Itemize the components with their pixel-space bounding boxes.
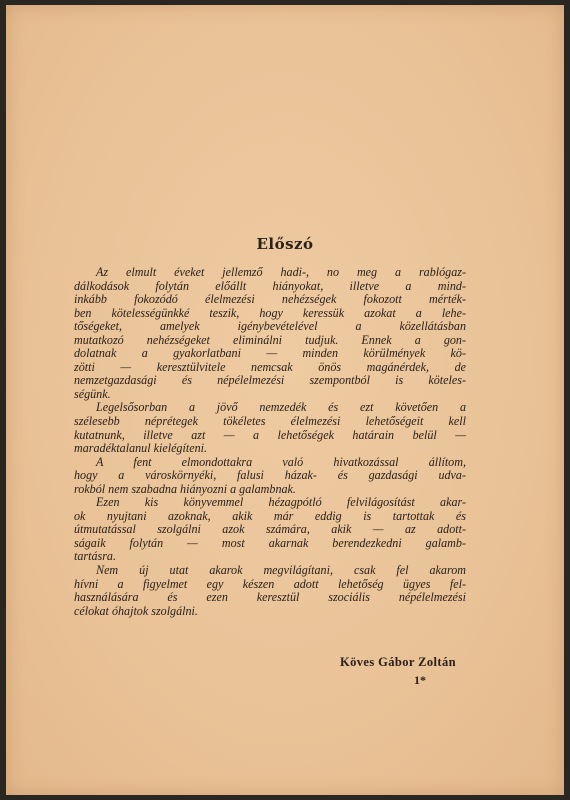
- author-signature: Köves Gábor Zoltán: [339, 655, 456, 669]
- paragraph: [74, 266, 466, 401]
- paragraph: [74, 456, 466, 497]
- text-line: Az elmult éveket jellemző hadi-, no meg a rablógaz-: [96, 265, 466, 279]
- text-line: dálkodások folytán előállt hiányokat, illetve a mind-: [74, 278, 466, 293]
- page-title: Előszó: [256, 235, 314, 253]
- text-line: szélesebb néprétegek tökéletes élelmezési lehetőségeit kell: [74, 414, 466, 429]
- text-line: mutatkozó nehézségeket eliminálni tudjuk. Ennek a gon-: [74, 332, 466, 347]
- text-line: ok nyujtani azoknak, akik már eddig is tartottak és: [74, 508, 466, 523]
- text-line: ségünk.: [74, 386, 111, 401]
- text-line: használására és ezen keresztül szociális népélelmezési: [74, 590, 466, 605]
- text-line: inkább fokozódó élelmezési nehézségek fokozott mérték-: [74, 292, 466, 307]
- text-line: A fent elmondottakra való hivatkozással állítom,: [96, 454, 466, 469]
- text-line: Nem új utat akarok megvilágítani, csak fel akarom: [96, 563, 466, 578]
- text-line: tartásra.: [74, 549, 117, 564]
- text-line: Ezen kis könyvemmel hézagpótló felvilágosítást akar-: [96, 495, 466, 510]
- page-mark: 1*: [414, 673, 426, 687]
- text-line: hívni a figyelmet egy készen adott lehetőség ügyes fel-: [74, 576, 466, 591]
- text-line: kutatnunk, illetve azt — a lehetőségek határain belül —: [74, 427, 466, 442]
- text-line: ságaik folytán — most akarnak berendezkedni galamb-: [74, 535, 466, 550]
- paragraph: [74, 401, 466, 455]
- text-line: Legelsősorban a jövő nemzedék és ezt követően a: [96, 400, 466, 415]
- paragraph: [74, 564, 466, 618]
- paragraph: [74, 496, 466, 564]
- text-line: célokat óhajtok szolgálni.: [74, 603, 198, 618]
- text-line: maradéktalanul kielégíteni.: [74, 441, 207, 456]
- text-line: ben kötelességünkké teszik, hogy keressük azokat a lehe-: [74, 305, 466, 320]
- text-line: rokból nem szabadna hiányozni a galambnak.: [74, 481, 296, 496]
- text-line: dolatnak a gyakorlatbani — minden körülmények kö-: [74, 346, 466, 361]
- text-line: nemzetgazdasági és népélelmezési szempontból is köteles-: [74, 373, 466, 388]
- text-line: hogy a városkörnyéki, falusi házak- és gazdasági udva-: [74, 468, 466, 483]
- preface-text: [74, 266, 466, 618]
- book-page: [6, 5, 564, 795]
- text-line: zötti — keresztülvitele nemcsak önös magánérdek, de: [74, 359, 466, 374]
- text-line: útmutatással szolgálni azok számára, akik — az adott-: [74, 522, 466, 537]
- text-line: tőségeket, amelyek igénybevételével a közellátásban: [74, 319, 466, 334]
